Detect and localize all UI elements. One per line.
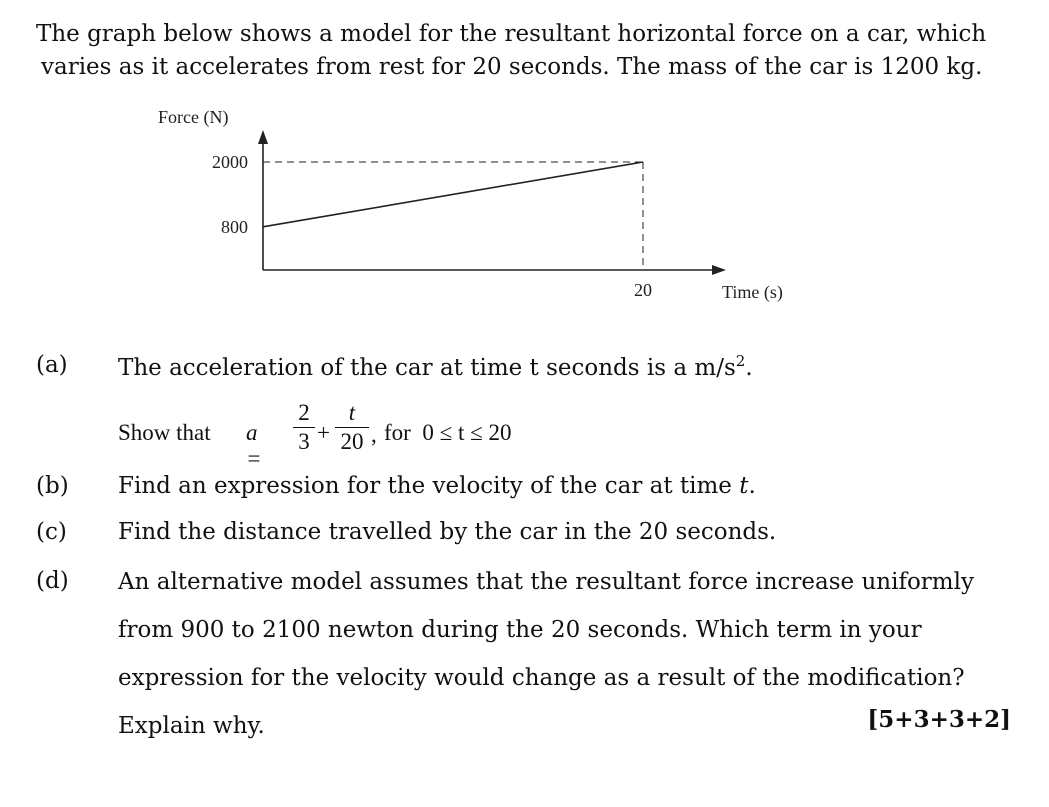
question-a-end: .	[745, 355, 753, 381]
question-b-end: .	[748, 473, 756, 499]
x-axis-label: Time (s)	[722, 282, 783, 302]
question-d-line-2: from 900 to 2100 newton during the 20 seconds. Which term in your	[118, 617, 922, 643]
fraction-1-numerator: 2	[298, 400, 310, 425]
question-d-line-3: expression for the velocity would change as a result of the modification?	[118, 665, 965, 691]
force-time-graph	[150, 98, 810, 318]
intro-line-1: The graph below shows a model for the resultant horizontal force on a car, which	[36, 21, 987, 47]
question-a-superscript: 2	[735, 352, 746, 370]
y-tick-2000: 2000	[212, 152, 248, 172]
equation-a-equals: a =	[246, 420, 262, 471]
equation-range: for 0 ≤ t ≤ 20	[384, 420, 512, 445]
y-axis-label: Force (N)	[158, 107, 229, 127]
intro-paragraph	[36, 18, 996, 84]
fraction-1-bar	[293, 427, 315, 428]
question-b-text-main: Find an expression for the velocity of the car at time	[118, 473, 740, 499]
force-line-series	[263, 162, 643, 227]
fraction-2-numerator: t	[348, 400, 356, 425]
question-d-text	[118, 558, 974, 750]
question-b-variable: t	[739, 473, 749, 499]
question-d-line-1: An alternative model assumes that the resultant force increase uniformly	[118, 569, 974, 595]
question-a-label: (a)	[36, 352, 68, 378]
fraction-two-thirds	[293, 400, 315, 455]
marks-allocation: [5+3+3+2]	[867, 706, 1011, 733]
question-d-label: (d)	[36, 568, 69, 594]
x-tick-20: 20	[634, 280, 652, 300]
intro-line-2: varies as it accelerates from rest for 20 seconds. The mass of the car is 1200 kg.	[41, 54, 983, 80]
show-that-label: Show that	[118, 420, 211, 445]
question-b-label: (b)	[36, 473, 69, 499]
fraction-t-over-20	[335, 400, 369, 455]
equation-plus: +	[317, 420, 330, 445]
x-axis-arrow-icon	[712, 265, 726, 275]
y-tick-800: 800	[221, 216, 248, 237]
question-a-text-main: The acceleration of the car at time t seconds is a m/s	[118, 355, 736, 381]
question-c-label: (c)	[36, 519, 67, 545]
question-c-text: Find the distance travelled by the car in the 20 seconds.	[118, 519, 777, 545]
equation-comma: ,	[371, 422, 377, 447]
fraction-2-bar	[335, 427, 369, 428]
question-d-line-4: Explain why.	[118, 713, 265, 739]
y-axis-arrow-icon	[258, 130, 268, 144]
fraction-2-denominator: 20	[340, 429, 364, 454]
fraction-1-denominator: 3	[298, 429, 310, 454]
question-b-text	[118, 473, 756, 499]
question-a-text	[118, 352, 753, 381]
